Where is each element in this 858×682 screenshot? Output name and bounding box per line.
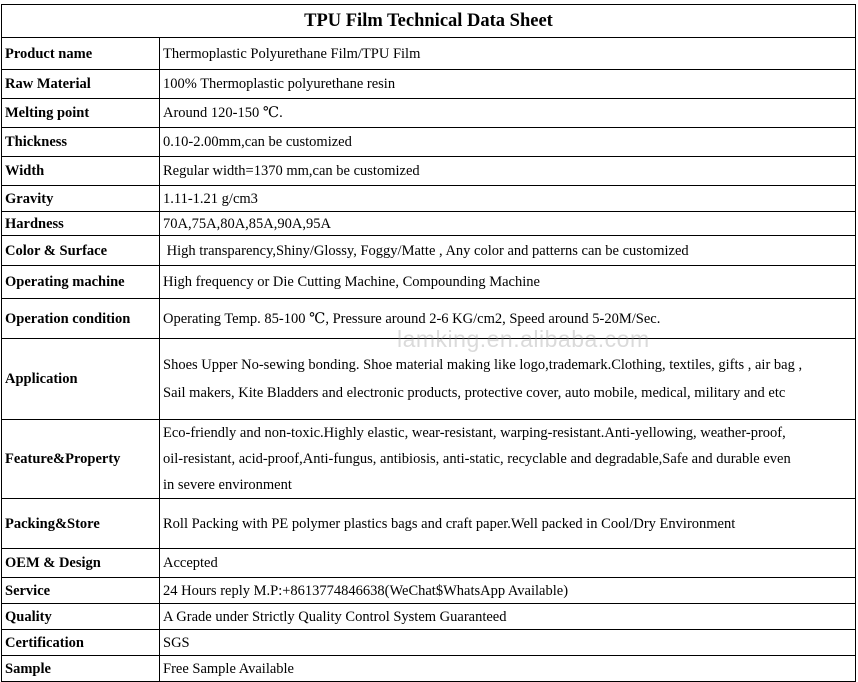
row-label: Quality [2, 604, 160, 630]
row-value: 1.11-1.21 g/cm3 [160, 186, 856, 212]
row-label: Certification [2, 630, 160, 656]
table-row [2, 38, 856, 70]
row-value: Operating Temp. 85-100 ℃, Pressure around 2-6 KG/cm2, Speed around 5-20M/Sec. [160, 299, 856, 339]
table-row [2, 99, 856, 128]
row-label: OEM & Design [2, 549, 160, 578]
row-label: Feature&Property [2, 420, 160, 499]
title-row [2, 5, 856, 38]
row-value: Around 120-150 ℃. [160, 99, 856, 128]
row-label: Melting point [2, 99, 160, 128]
table-row [2, 339, 856, 420]
row-value: High transparency,Shiny/Glossy, Foggy/Matte , Any color and patterns can be customized [160, 236, 856, 266]
row-label: Hardness [2, 212, 160, 236]
row-label: Gravity [2, 186, 160, 212]
row-label: Application [2, 339, 160, 420]
row-label: Raw Material [2, 70, 160, 99]
table-row [2, 236, 856, 266]
table-row [2, 630, 856, 656]
table-row [2, 128, 856, 157]
table-row [2, 299, 856, 339]
row-label: Operation condition [2, 299, 160, 339]
row-label: Color & Surface [2, 236, 160, 266]
row-value: SGS [160, 630, 856, 656]
row-value: Thermoplastic Polyurethane Film/TPU Film [160, 38, 856, 70]
row-label: Sample [2, 656, 160, 682]
row-value: 24 Hours reply M.P:+8613774846638(WeChat$WhatsApp Available) [160, 578, 856, 604]
table-row [2, 656, 856, 682]
value-line: Sail makers, Kite Bladders and electronic products, protective cover, auto mobile, medical, military and etc [163, 385, 786, 401]
table-row [2, 420, 856, 499]
value-line: Eco-friendly and non-toxic.Highly elastic, wear-resistant, warping-resistant.Anti-yellowing, weather-proof, [163, 425, 786, 441]
row-value: Roll Packing with PE polymer plastics bags and craft paper.Well packed in Cool/Dry Environment [160, 499, 856, 549]
row-label: Thickness [2, 128, 160, 157]
table-row [2, 266, 856, 299]
table-row [2, 186, 856, 212]
row-value [160, 339, 856, 420]
row-value: High frequency or Die Cutting Machine, Compounding Machine [160, 266, 856, 299]
row-value: Regular width=1370 mm,can be customized [160, 157, 856, 186]
table-row [2, 499, 856, 549]
value-line: in severe environment [163, 477, 292, 493]
value-line: oil-resistant, acid-proof,Anti-fungus, antibiosis, anti-static, recyclable and degradable,Safe and durable even [163, 451, 791, 467]
sheet-title: TPU Film Technical Data Sheet [2, 5, 856, 38]
table-row [2, 604, 856, 630]
table-row [2, 549, 856, 578]
row-value [160, 420, 856, 499]
row-value: A Grade under Strictly Quality Control System Guaranteed [160, 604, 856, 630]
row-label: Packing&Store [2, 499, 160, 549]
row-label: Product name [2, 38, 160, 70]
table-row [2, 157, 856, 186]
row-value: Accepted [160, 549, 856, 578]
table-row [2, 212, 856, 236]
row-value: 0.10-2.00mm,can be customized [160, 128, 856, 157]
row-label: Width [2, 157, 160, 186]
spec-table [1, 4, 856, 682]
row-value: Free Sample Available [160, 656, 856, 682]
value-line: Shoes Upper No-sewing bonding. Shoe material making like logo,trademark.Clothing, textiles, gifts , air bag , [163, 357, 803, 373]
row-value: 100% Thermoplastic polyurethane resin [160, 70, 856, 99]
row-label: Service [2, 578, 160, 604]
watermark: lamking.en.alibaba.com [397, 326, 650, 352]
row-label: Operating machine [2, 266, 160, 299]
table-row [2, 578, 856, 604]
row-value: 70A,75A,80A,85A,90A,95A [160, 212, 856, 236]
table-row [2, 70, 856, 99]
